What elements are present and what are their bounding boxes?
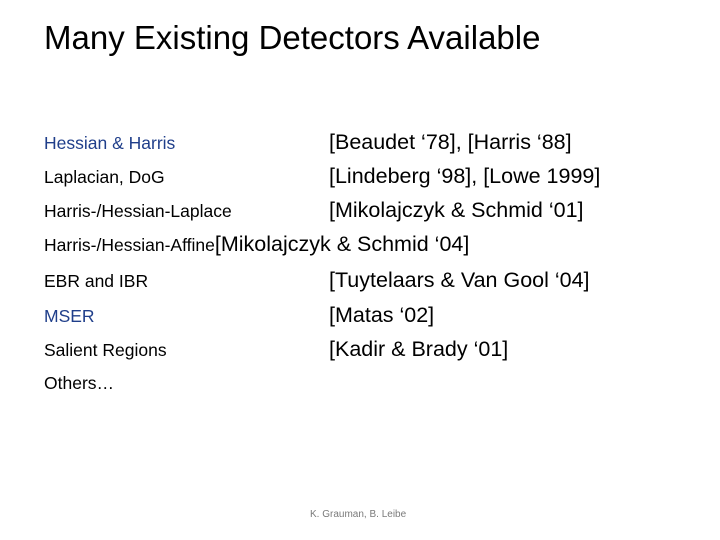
- detector-row-harris-hessian-laplace: [44, 192, 704, 226]
- detector-row-harris-hessian-affine: [44, 226, 704, 260]
- detector-label: MSER: [44, 306, 95, 326]
- detector-label: Salient Regions: [44, 340, 167, 360]
- slide-footer-credit: K. Grauman, B. Leibe: [310, 509, 407, 520]
- detector-label: Harris-/Hessian-Affine: [44, 235, 215, 255]
- detector-reference: [Tuytelaars & Van Gool ‘04]: [329, 268, 590, 292]
- detector-row-hessian-harris: [44, 124, 704, 158]
- detector-row-mser: [44, 297, 704, 331]
- detector-label: Laplacian, DoG: [44, 167, 165, 187]
- detector-reference: [Mikolajczyk & Schmid ‘04]: [214, 232, 470, 256]
- detector-reference: [Lindeberg ‘98], [Lowe 1999]: [329, 164, 601, 188]
- detector-reference: [Mikolajczyk & Schmid ‘01]: [329, 198, 584, 222]
- detector-reference: [Beaudet ‘78], [Harris ‘88]: [329, 130, 572, 154]
- others-row: [44, 364, 704, 398]
- detector-label: Hessian & Harris: [44, 133, 176, 153]
- slide-title: Many Existing Detectors Available: [44, 19, 541, 56]
- detector-label: Harris-/Hessian-Laplace: [44, 201, 232, 221]
- detector-row-laplacian-dog: [44, 158, 704, 192]
- others-label: Others…: [44, 373, 115, 393]
- detector-label: EBR and IBR: [44, 271, 149, 291]
- detector-reference: [Matas ‘02]: [329, 303, 435, 327]
- detector-reference: [Kadir & Brady ‘01]: [329, 337, 509, 361]
- detector-row-ebr-ibr: [44, 262, 704, 296]
- detector-row-salient-regions: [44, 331, 704, 365]
